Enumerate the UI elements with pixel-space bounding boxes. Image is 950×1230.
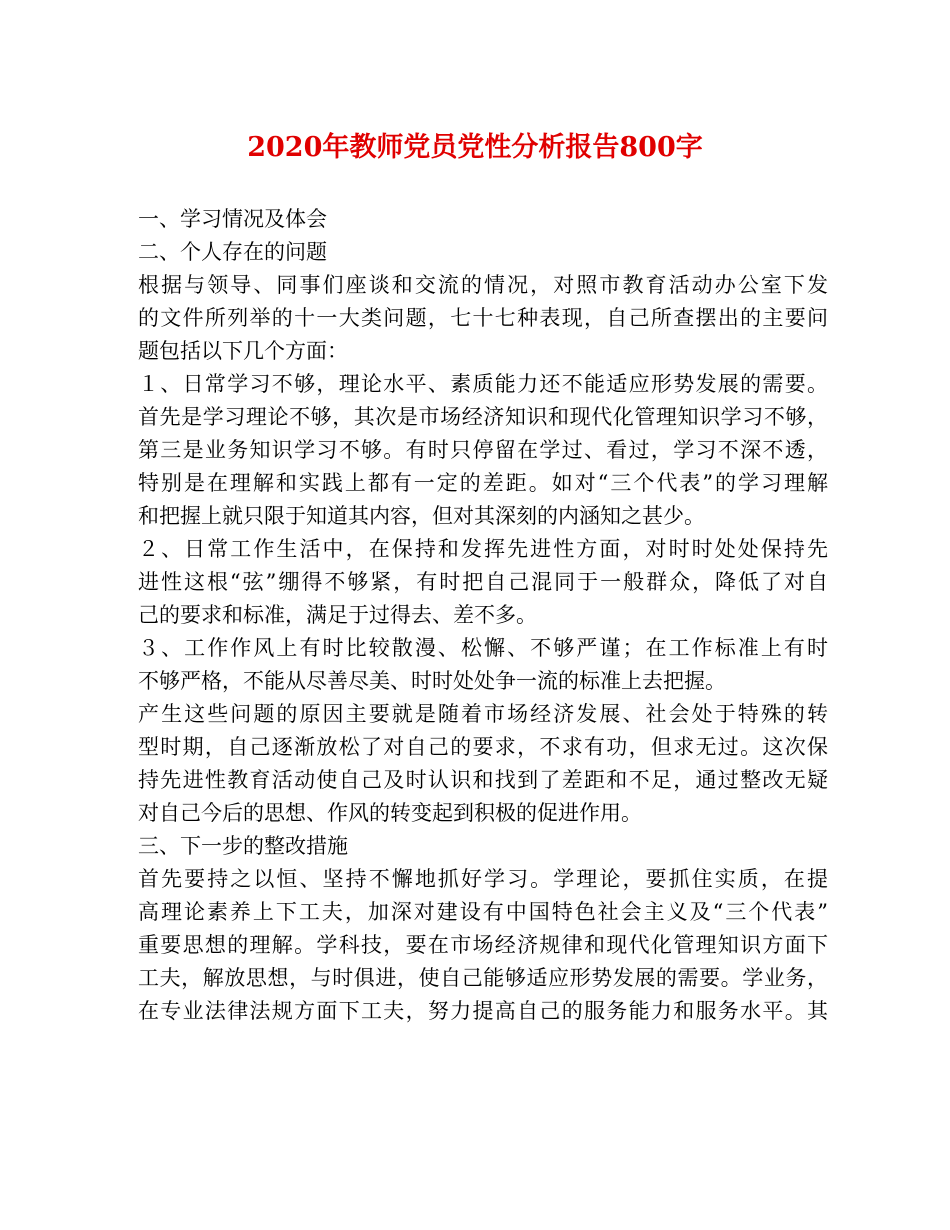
body-line: 特别是在理解和实践上都有一定的差距。如对“三个代表”的学习理解 — [138, 471, 828, 495]
body-line: 产生这些问题的原因主要就是随着市场经济发展、社会处于特殊的转 — [138, 702, 828, 726]
body-line: 在专业法律法规方面下工夫，努力提高自己的服务能力和服务水平。其 — [138, 999, 828, 1023]
body-line: 一、学习情况及体会 — [138, 207, 327, 231]
body-line: ３、工作作风上有时比较散漫、松懈、不够严谨；在工作标准上有时 — [138, 636, 828, 660]
body-line: 高理论素养上下工夫，加深对建设有中国特色社会主义及“三个代表” — [138, 900, 828, 924]
body-line: 和把握上就只限于知道其内容，但对其深刻的内涵知之甚少。 — [138, 504, 705, 528]
document-body — [138, 203, 828, 1028]
body-line: 第三是业务知识学习不够。有时只停留在学过、看过，学习不深不透， — [138, 438, 828, 462]
body-line: 题包括以下几个方面： — [138, 339, 348, 363]
body-line: １、日常学习不够，理论水平、素质能力还不能适应形势发展的需要。 — [138, 372, 828, 396]
body-line: 不够严格，不能从尽善尽美、时时处处争一流的标准上去把握。 — [138, 669, 726, 693]
body-line: 型时期，自己逐渐放松了对自己的要求，不求有功，但求无过。这次保 — [138, 735, 828, 759]
document-title: 2020年教师党员党性分析报告800字 — [247, 132, 703, 163]
body-line: 三、下一步的整改措施 — [138, 834, 348, 858]
body-line: 首先是学习理论不够，其次是市场经济知识和现代化管理知识学习不够， — [138, 405, 828, 429]
body-line: 对自己今后的思想、作风的转变起到积极的促进作用。 — [138, 801, 642, 825]
body-line: 二、个人存在的问题 — [138, 240, 327, 264]
body-line: 持先进性教育活动使自己及时认识和找到了差距和不足，通过整改无疑 — [138, 768, 828, 792]
body-line: 根据与领导、同事们座谈和交流的情况，对照市教育活动办公室下发 — [138, 273, 828, 297]
body-line: 的文件所列举的十一大类问题，七十七种表现，自己所查摆出的主要问 — [138, 306, 828, 330]
body-line: ２、日常工作生活中，在保持和发挥先进性方面，对时时处处保持先 — [138, 537, 828, 561]
body-line: 首先要持之以恒、坚持不懈地抓好学习。学理论，要抓住实质，在提 — [138, 867, 828, 891]
body-line: 重要思想的理解。学科技，要在市场经济规律和现代化管理知识方面下 — [138, 933, 828, 957]
body-line: 进性这根“弦”绷得不够紧，有时把自己混同于一般群众，降低了对自 — [138, 570, 828, 594]
body-line: 己的要求和标准，满足于过得去、差不多。 — [138, 603, 537, 627]
body-line: 工夫，解放思想，与时俱进，使自己能够适应形势发展的需要。学业务， — [138, 966, 828, 990]
